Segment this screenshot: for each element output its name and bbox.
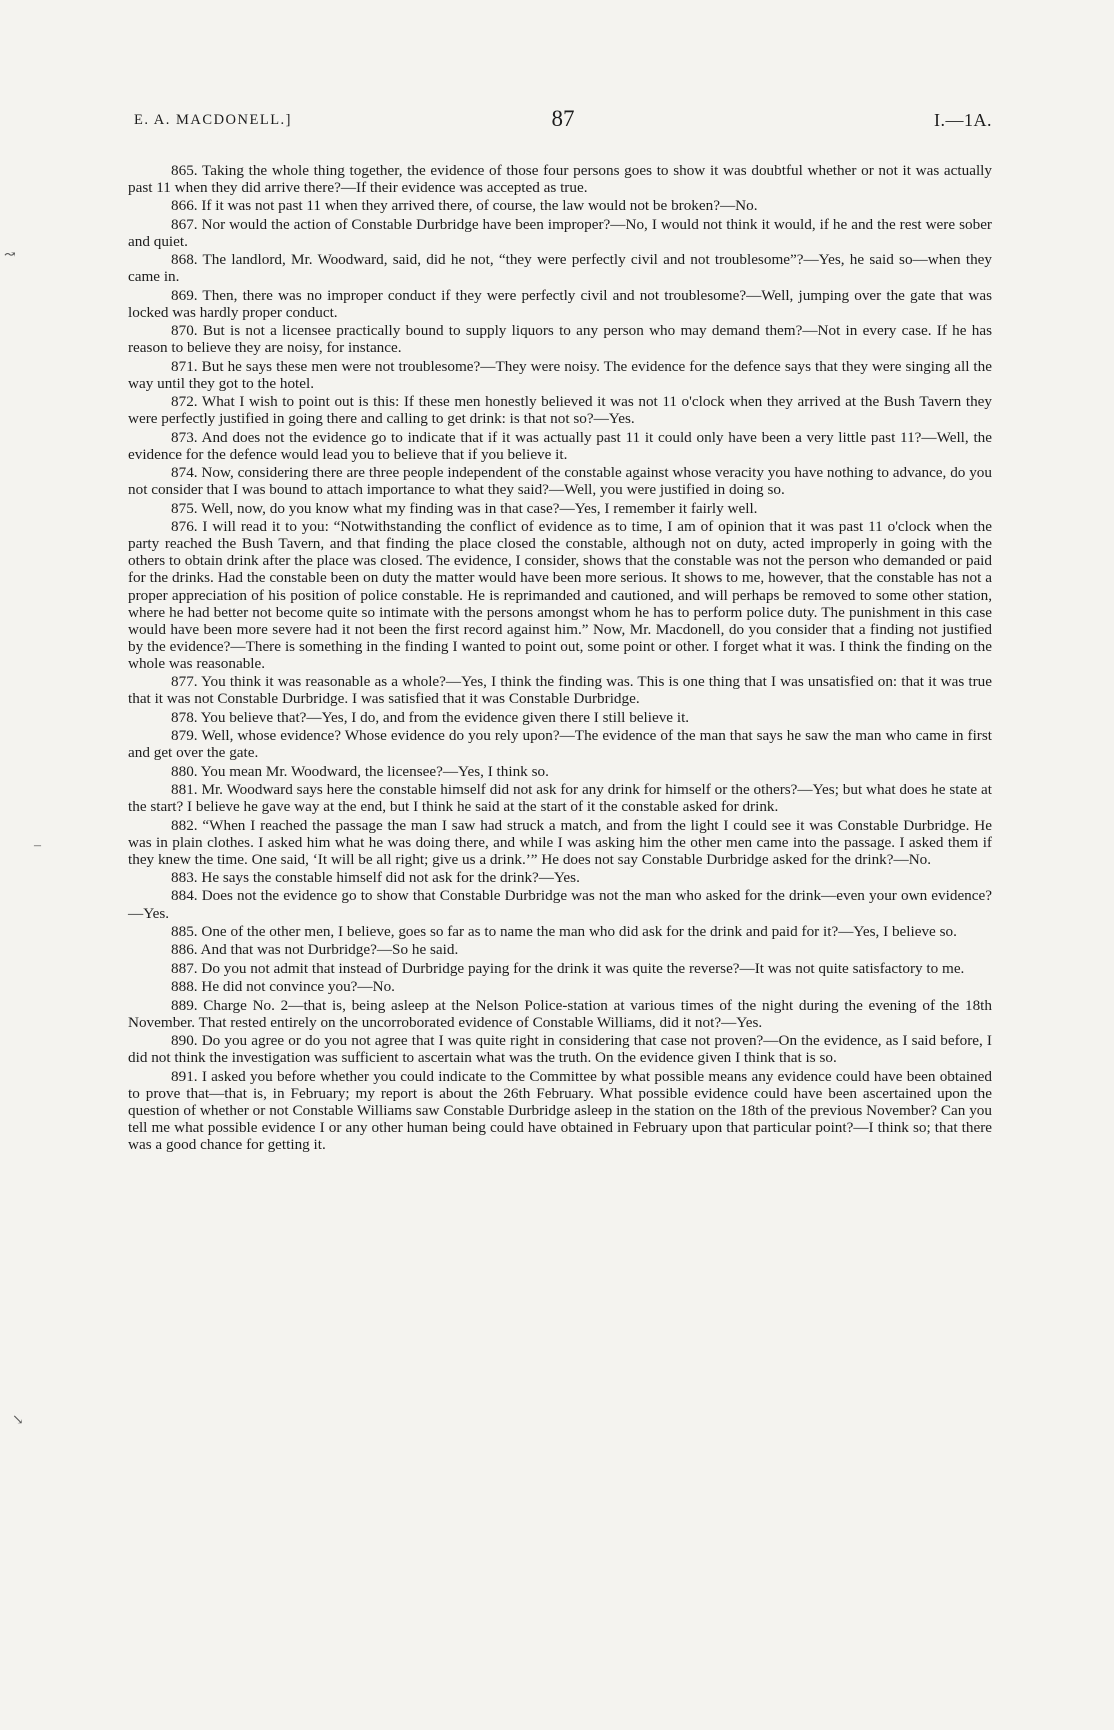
margin-mark-icon: ↘ bbox=[12, 1413, 24, 1428]
paragraph: 865. Taking the whole thing together, the evidence of those four persons goes to show it was doubtful whether or not it was actually past 11 when they did arrive there?—If their evidence was accepted as true. bbox=[128, 162, 992, 197]
paragraph: 890. Do you agree or do you not agree that I was quite right in considering that case not proven?—On the evidence, as I said before, I did not think the investigation was sufficient to ascertain what was the truth. On the evidence given I think that is so. bbox=[128, 1032, 992, 1067]
paragraph: 881. Mr. Woodward says here the constable himself did not ask for any drink for himself or the others?—Yes; but what does he state at the start? I believe he gave way at the end, but I think he said at the start of it the constable asked for drink. bbox=[128, 781, 992, 816]
header-author: E. A. MACDONELL.] bbox=[134, 112, 293, 128]
margin-mark-icon: ↝ bbox=[4, 248, 16, 263]
paragraph: 888. He did not convince you?—No. bbox=[171, 978, 395, 996]
paragraph: 880. You mean Mr. Woodward, the licensee?—Yes, I think so. bbox=[171, 762, 549, 780]
paragraph: 884. Does not the evidence go to show that Constable Durbridge was not the man who asked for the drink—even your own evidence?—Yes. bbox=[128, 887, 992, 922]
paragraph: 866. If it was not past 11 when they arrived there, of course, the law would not be broken?—No. bbox=[171, 197, 758, 215]
paragraph: 873. And does not the evidence go to indicate that if it was actually past 11 it could only have been a very little past 11?—Well, the evidence for the defence would lead you to believe that if you believe it. bbox=[128, 428, 992, 463]
paragraph: 871. But he says these men were not troublesome?—They were noisy. The evidence for the defence says that they were singing all the way until they got to the hotel. bbox=[128, 357, 992, 392]
page-number: 87 bbox=[551, 106, 575, 131]
paragraph: 891. I asked you before whether you could indicate to the Committee by what possible means any evidence could have been obtained to prove that—that is, in February; my report is about the 26th February. What possible evidence could have been ascertained upon the question of whether or not Constable Williams saw Constable Durbridge asleep in the station on the 18th of the previous November? Can you tell me what possible evidence I or any other human being could have obtained in February upon that particular point?—I think so; that there was a good chance for getting it. bbox=[128, 1067, 992, 1153]
page-header bbox=[134, 106, 992, 136]
paragraph: 869. Then, there was no improper conduct if they were perfectly civil and not troublesome?—Well, jumping over the gate that was locked was hardly proper conduct. bbox=[128, 286, 992, 321]
document-body bbox=[128, 162, 992, 1154]
paragraph: 875. Well, now, do you know what my finding was in that case?—Yes, I remember it fairly well. bbox=[171, 499, 758, 517]
header-section: I.—1A. bbox=[934, 110, 992, 130]
margin-mark-icon: – bbox=[34, 838, 41, 853]
paragraph: 886. And that was not Durbridge?—So he said. bbox=[171, 941, 459, 959]
paragraph: 885. One of the other men, I believe, goes so far as to name the man who did ask for the drink and paid for it?—Yes, I believe so. bbox=[171, 922, 957, 940]
paragraph: 870. But is not a licensee practically bound to supply liquors to any person who may demand them?—Not in every case. If he has reason to believe they are noisy, for instance. bbox=[128, 322, 992, 357]
paragraph: 867. Nor would the action of Constable Durbridge have been improper?—No, I would not think it would, if he and the rest were sober and quiet. bbox=[128, 215, 992, 250]
paragraph: 878. You believe that?—Yes, I do, and from the evidence given there I still believe it. bbox=[171, 708, 690, 726]
paragraph: 889. Charge No. 2—that is, being asleep at the Nelson Police-station at various times of the night during the evening of the 18th November. That rested entirely on the uncorroborated evidence of Constable Williams, did it not?—Yes. bbox=[128, 996, 992, 1031]
paragraph: 887. Do you not admit that instead of Durbridge paying for the drink it was quite the reverse?—It was not quite satisfactory to me. bbox=[171, 959, 965, 977]
paragraph: 883. He says the constable himself did not ask for the drink?—Yes. bbox=[171, 869, 580, 887]
paragraph: 879. Well, whose evidence? Whose evidence do you rely upon?—The evidence of the man that says he saw the man who came in first and get over the gate. bbox=[128, 727, 992, 762]
paragraph: 874. Now, considering there are three people independent of the constable against whose veracity you have nothing to advance, do you not consider that I was bound to attach importance to what they said?—Well, you were justified in doing so. bbox=[128, 464, 992, 499]
paragraph: 872. What I wish to point out is this: If these men honestly believed it was not 11 o'clock when they arrived at the Bush Tavern they were perfectly justified in going there and calling to get drink: is that not so?—Yes. bbox=[128, 393, 992, 428]
paragraph: 882. “When I reached the passage the man I saw had struck a match, and from the light I could see it was Constable Durbridge. He was in plain clothes. I asked him what he was doing there, and while I was asking him the other men came into the passage. I asked them if they knew the time. One said, ‘It will be all right; give us a drink.’” He does not say Constable Durbridge asked for the drink?—No. bbox=[128, 816, 992, 868]
paragraph: 876. I will read it to you: “Notwithstanding the conflict of evidence as to time, I am of opinion that it was past 11 o'clock when the party reached the Bush Tavern, and that finding the place closed the constable, although not on duty, acted improperly in going with the others to obtain drink after the place was closed. The evidence, I consider, shows that the constable was not the person who demanded or paid for the drinks. Had the constable been on duty the matter would have been more serious. It shows to me, however, that the constable has not a proper appreciation of his position of police constable. He is reprimanded and cautioned, and will perhaps be removed to some other station, where he had better not become quite so intimate with the persons amongst whom he has to perform police duty. The punishment in this case would have been more severe had it not been the first record against him.” Now, Mr. Macdonell, do you consider that a finding not justified by the evidence?—There is something in the finding I wanted to point out, some point or other. I forget what it was. I think the finding on the whole was reasonable. bbox=[128, 518, 992, 672]
paragraph: 877. You think it was reasonable as a whole?—Yes, I think the finding was. This is one thing that I was unsatisfied on: that it was true that it was not Constable Durbridge. I was satisfied that it was Constable Durbridge. bbox=[128, 673, 992, 708]
paragraph: 868. The landlord, Mr. Woodward, said, did he not, “they were perfectly civil and not troublesome”?—Yes, he said so—when they came in. bbox=[128, 251, 992, 286]
